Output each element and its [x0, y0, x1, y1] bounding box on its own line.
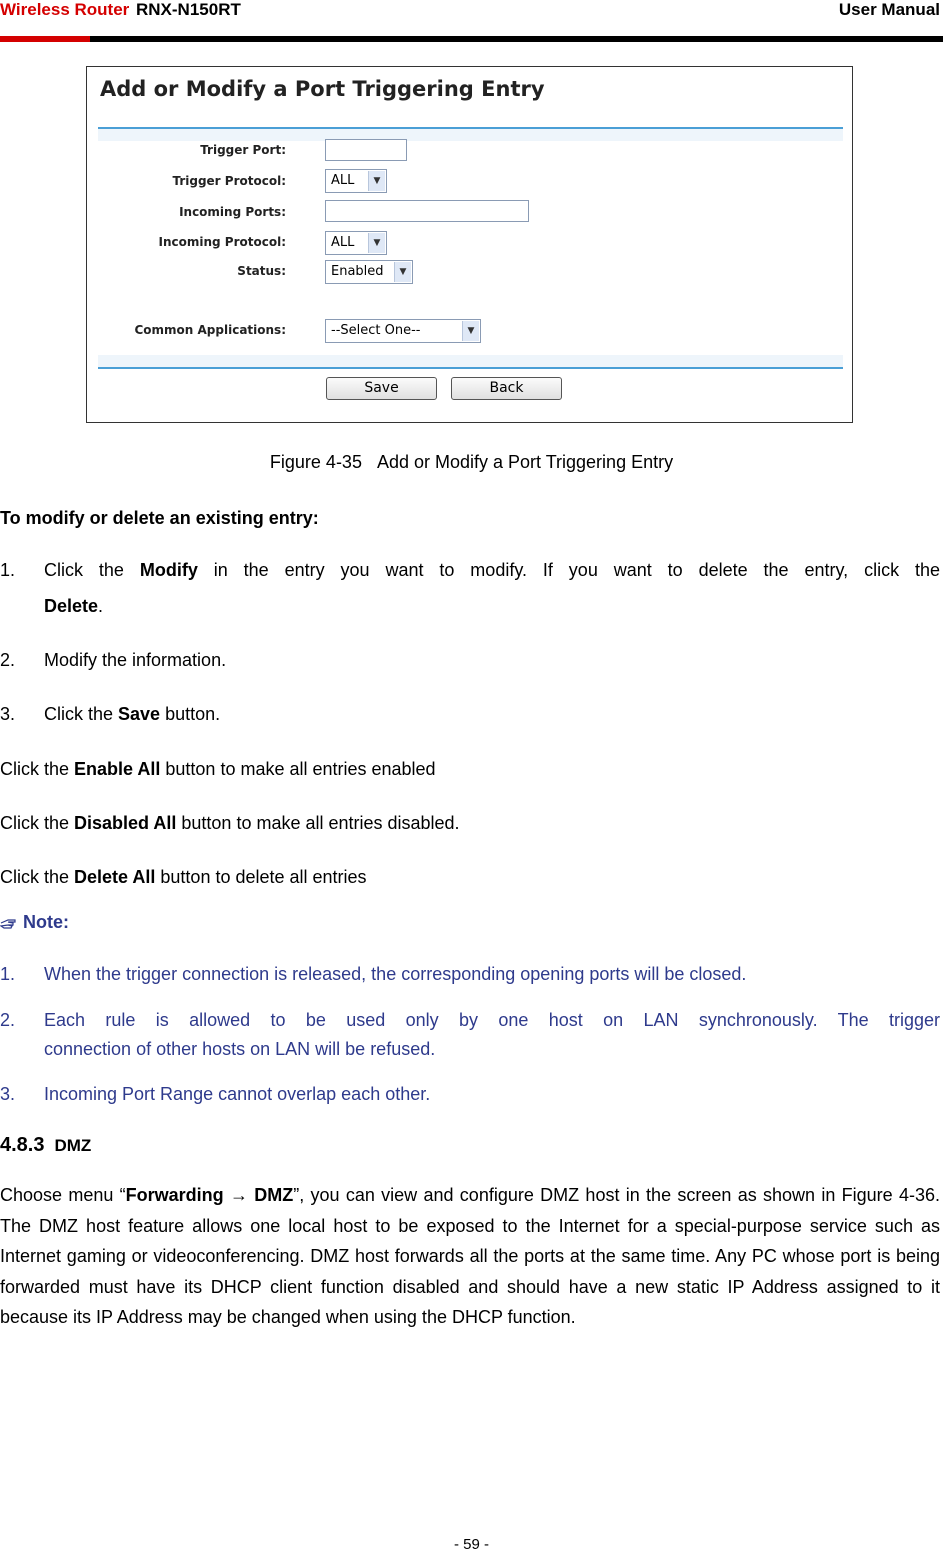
trigger-protocol-value: ALL: [331, 173, 355, 188]
dmz-text: Choose menu “: [0, 1185, 126, 1205]
modify-keyword: Modify: [139, 560, 198, 580]
enable-all-instruction: [0, 759, 436, 780]
trigger-protocol-label: Trigger Protocol:: [172, 174, 286, 188]
note-item-3: Incoming Port Range cannot overlap each other.: [44, 1084, 431, 1104]
incoming-protocol-label: Incoming Protocol:: [158, 235, 286, 249]
dmz-text: ”, you can view and configure DMZ host in the screen as shown in Figure 4-36. The DMZ host feature allows one local host to be exposed to the Internet for a special-purpose service such as Internet gaming or videoconferencing. DMZ host forwards all the ports at the same time. Any PC whose port is being forwarded must have its DHCP client function disabled and should have a new static IP Address assigned to it because its IP Address may be changed when using the DHCP function.: [0, 1185, 940, 1327]
save-keyword: Save: [118, 704, 161, 724]
incoming-ports-input[interactable]: [325, 200, 529, 222]
note-item-2-line-2: connection of other hosts on LAN will be refused.: [44, 1039, 436, 1059]
incoming-protocol-value: ALL: [331, 235, 355, 250]
section-title: DMZ: [54, 1136, 92, 1155]
step-text: Click the: [44, 560, 140, 580]
header-rule-red: [0, 36, 90, 42]
note-item-2-line-1: Each rule is allowed to be used only by one host on LAN synchronously. The trigger: [44, 1010, 940, 1030]
modify-heading: To modify or delete an existing entry:: [0, 508, 319, 528]
chevron-down-icon: ▼: [368, 233, 385, 253]
chevron-down-icon: ▼: [394, 262, 411, 282]
forwarding-keyword: Forwarding: [125, 1185, 224, 1205]
common-applications-value: --Select One--: [331, 323, 421, 338]
step-text: Click the: [44, 704, 119, 724]
delete-all-instruction: [0, 867, 367, 888]
step-text: .: [98, 596, 104, 616]
figure-bottom-band: [98, 355, 843, 367]
section-heading: [0, 1134, 91, 1157]
step-2: Modify the information.: [44, 650, 227, 670]
port-triggering-figure: [86, 66, 853, 423]
step-text: in the entry you want to modify. If you want to delete the entry, click the: [197, 560, 940, 580]
instruction-text: button to make all entries enabled: [160, 759, 436, 779]
status-value: Enabled: [331, 264, 384, 279]
header-model: RNX-N150RT: [136, 0, 241, 19]
enable-all-keyword: Enable All: [74, 759, 161, 779]
header-brand: Wireless Router: [0, 0, 130, 19]
disabled-all-keyword: Disabled All: [74, 813, 177, 833]
common-applications-select[interactable]: [325, 319, 481, 343]
instruction-text: Click the: [0, 867, 75, 887]
note-heading: [0, 912, 69, 933]
menu-arrow: →: [223, 1185, 255, 1205]
page-number: - 59 -: [453, 1536, 489, 1553]
dmz-keyword: DMZ: [254, 1185, 294, 1205]
note-number: 3.: [0, 1084, 16, 1104]
figure-title: Add or Modify a Port Triggering Entry: [100, 77, 545, 101]
note-number: 2.: [0, 1010, 16, 1030]
step-1-line-1: [44, 560, 940, 581]
pointing-hand-icon: [0, 916, 18, 930]
step-text: button.: [160, 704, 221, 724]
step-1-line-2: [44, 596, 940, 617]
save-button[interactable]: Save: [326, 377, 437, 400]
note-number: 1.: [0, 964, 16, 984]
header-rule-black: [90, 36, 943, 42]
trigger-protocol-select[interactable]: [325, 169, 387, 193]
step-3: [44, 704, 940, 725]
delete-keyword: Delete: [44, 596, 99, 616]
section-number: 4.8.3: [0, 1134, 45, 1156]
back-button[interactable]: Back: [451, 377, 562, 400]
figure-caption: Figure 4-35 Add or Modify a Port Triggering Entry: [269, 452, 674, 472]
header-manual: User Manual: [838, 0, 940, 19]
disabled-all-instruction: [0, 813, 460, 834]
instruction-text: Click the: [0, 813, 75, 833]
chevron-down-icon: ▼: [368, 171, 385, 191]
incoming-ports-label: Incoming Ports:: [179, 205, 286, 219]
chevron-down-icon: ▼: [462, 321, 479, 341]
delete-all-keyword: Delete All: [74, 867, 156, 887]
trigger-port-input[interactable]: [325, 139, 407, 161]
instruction-text: Click the: [0, 759, 75, 779]
trigger-port-label: Trigger Port:: [200, 143, 286, 157]
figure-bottom-rule: [98, 367, 843, 369]
step-number: 3.: [0, 704, 16, 724]
note-item-1: When the trigger connection is released, the corresponding opening ports will be closed.: [44, 964, 747, 984]
incoming-protocol-select[interactable]: [325, 231, 387, 255]
figure-top-band: [98, 129, 843, 141]
step-number: 1.: [0, 560, 16, 580]
dmz-paragraph: [0, 1180, 940, 1333]
instruction-text: button to delete all entries: [155, 867, 367, 887]
status-label: Status:: [237, 264, 286, 278]
step-number: 2.: [0, 650, 16, 670]
instruction-text: button to make all entries disabled.: [176, 813, 460, 833]
status-select[interactable]: [325, 260, 413, 284]
note-label: Note:: [23, 912, 70, 932]
page-header: [0, 0, 943, 44]
common-applications-label: Common Applications:: [134, 323, 286, 337]
